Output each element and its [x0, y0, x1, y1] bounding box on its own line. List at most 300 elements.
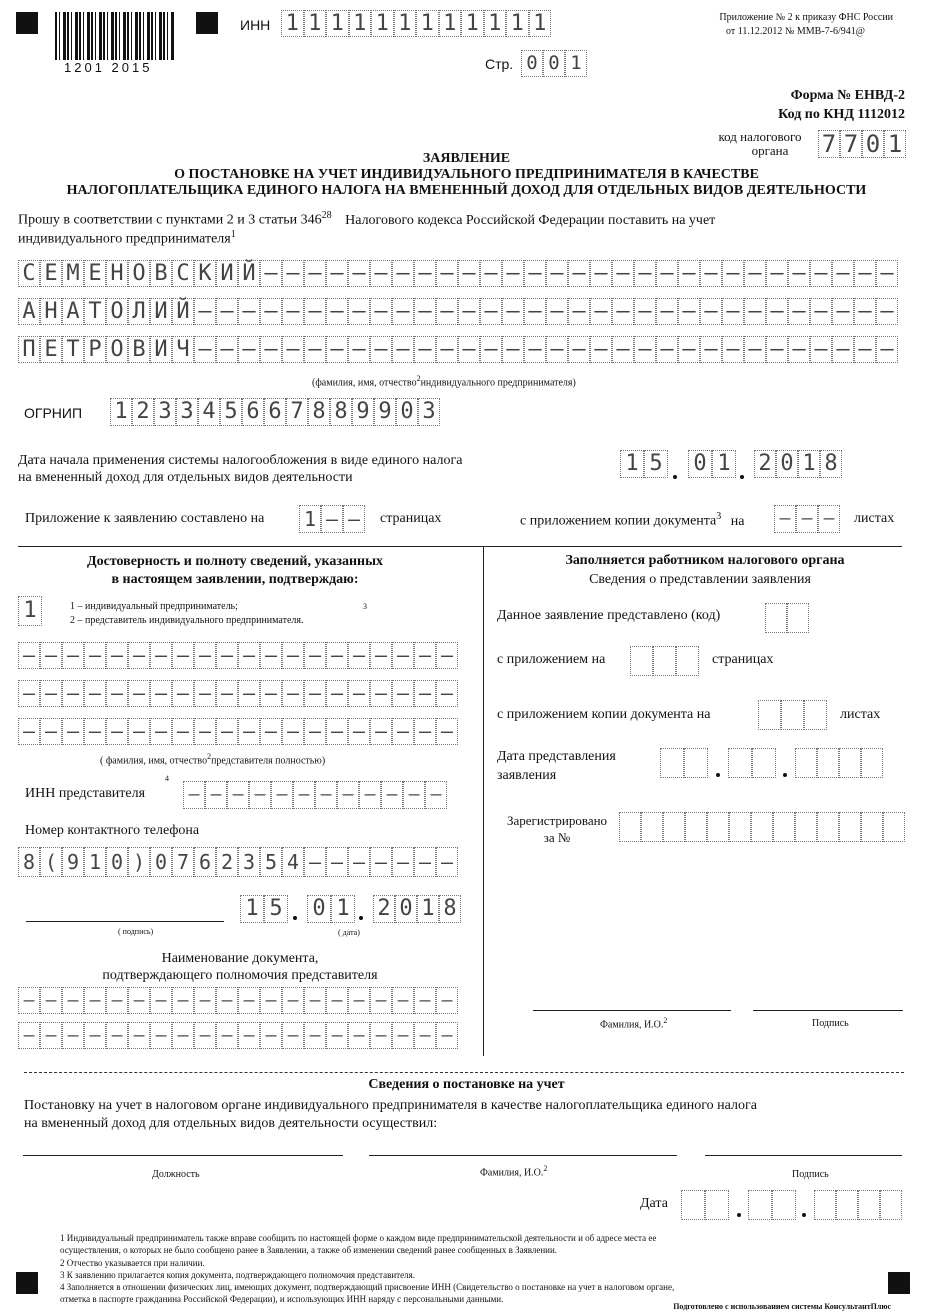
char-cell[interactable]: [728, 748, 752, 778]
char-cell[interactable]: –: [326, 642, 348, 669]
char-cell[interactable]: –: [414, 336, 436, 363]
char-cell[interactable]: С: [18, 260, 40, 287]
char-cell[interactable]: –: [84, 718, 106, 745]
char-cell[interactable]: –: [348, 718, 370, 745]
char-cell[interactable]: –: [370, 260, 392, 287]
char-cell[interactable]: –: [436, 642, 458, 669]
char-cell[interactable]: 3: [154, 398, 176, 426]
char-cell[interactable]: –: [414, 260, 436, 287]
char-cell[interactable]: [787, 603, 809, 633]
char-cell[interactable]: –: [348, 642, 370, 669]
char-cell[interactable]: –: [392, 847, 414, 877]
char-cell[interactable]: –: [854, 298, 876, 325]
char-cell[interactable]: –: [293, 781, 315, 809]
char-cell[interactable]: –: [612, 260, 634, 287]
char-cell[interactable]: 5: [220, 398, 242, 426]
char-cell[interactable]: Н: [106, 260, 128, 287]
char-cell[interactable]: –: [546, 298, 568, 325]
char-cell[interactable]: –: [326, 987, 348, 1014]
char-cell[interactable]: –: [414, 987, 436, 1014]
char-cell[interactable]: –: [238, 298, 260, 325]
char-cell[interactable]: –: [678, 260, 700, 287]
char-cell[interactable]: –: [172, 680, 194, 707]
char-cell[interactable]: [707, 812, 729, 842]
char-cell[interactable]: –: [238, 1022, 260, 1049]
char-cell[interactable]: –: [436, 260, 458, 287]
char-cell[interactable]: [883, 812, 905, 842]
char-cell[interactable]: –: [172, 642, 194, 669]
char-cell[interactable]: –: [568, 260, 590, 287]
char-cell[interactable]: 6: [242, 398, 264, 426]
char-cell[interactable]: –: [282, 987, 304, 1014]
char-cell[interactable]: –: [216, 642, 238, 669]
char-cell[interactable]: [705, 1190, 729, 1220]
char-cell[interactable]: –: [612, 298, 634, 325]
char-cell[interactable]: –: [414, 298, 436, 325]
char-cell[interactable]: –: [249, 781, 271, 809]
char-cell[interactable]: –: [326, 718, 348, 745]
char-cell[interactable]: –: [106, 718, 128, 745]
char-cell[interactable]: –: [546, 260, 568, 287]
char-cell[interactable]: –: [480, 336, 502, 363]
char-cell[interactable]: Е: [40, 336, 62, 363]
char-cell[interactable]: –: [326, 298, 348, 325]
char-cell[interactable]: –: [436, 1022, 458, 1049]
char-cell[interactable]: –: [876, 336, 898, 363]
char-cell[interactable]: –: [194, 987, 216, 1014]
char-cell[interactable]: –: [634, 298, 656, 325]
char-cell[interactable]: –: [436, 680, 458, 707]
char-cell[interactable]: –: [854, 336, 876, 363]
char-cell[interactable]: Т: [62, 336, 84, 363]
char-cell[interactable]: 2: [373, 895, 395, 923]
char-cell[interactable]: –: [40, 718, 62, 745]
char-cell[interactable]: 8: [330, 398, 352, 426]
char-cell[interactable]: 1: [331, 895, 355, 923]
char-cell[interactable]: [748, 1190, 772, 1220]
char-cell[interactable]: –: [326, 336, 348, 363]
char-cell[interactable]: –: [590, 298, 612, 325]
char-cell[interactable]: –: [106, 987, 128, 1014]
char-cell[interactable]: –: [84, 680, 106, 707]
char-cell[interactable]: –: [568, 298, 590, 325]
char-cell[interactable]: 1: [371, 10, 394, 37]
char-cell[interactable]: 0: [688, 450, 712, 478]
char-cell[interactable]: 4: [198, 398, 220, 426]
char-cell[interactable]: –: [172, 718, 194, 745]
char-cell[interactable]: [839, 748, 861, 778]
char-cell[interactable]: –: [458, 336, 480, 363]
char-cell[interactable]: Ч: [172, 336, 194, 363]
char-cell[interactable]: [684, 748, 708, 778]
char-cell[interactable]: –: [788, 298, 810, 325]
char-cell[interactable]: –: [337, 781, 359, 809]
char-cell[interactable]: 7: [172, 847, 194, 877]
char-cell[interactable]: –: [282, 1022, 304, 1049]
char-cell[interactable]: –: [304, 336, 326, 363]
char-cell[interactable]: –: [370, 642, 392, 669]
char-cell[interactable]: 1: [439, 10, 462, 37]
char-cell[interactable]: –: [744, 298, 766, 325]
char-cell[interactable]: В: [150, 260, 172, 287]
char-cell[interactable]: –: [612, 336, 634, 363]
char-cell[interactable]: –: [590, 336, 612, 363]
char-cell[interactable]: –: [326, 260, 348, 287]
char-cell[interactable]: 7: [840, 130, 862, 158]
char-cell[interactable]: –: [656, 336, 678, 363]
char-cell[interactable]: –: [260, 260, 282, 287]
char-cell[interactable]: 1: [299, 505, 321, 533]
char-cell[interactable]: [836, 1190, 858, 1220]
char-cell[interactable]: –: [634, 336, 656, 363]
char-cell[interactable]: 1: [417, 895, 439, 923]
char-cell[interactable]: [861, 812, 883, 842]
char-cell[interactable]: [772, 1190, 796, 1220]
char-cell[interactable]: 9: [374, 398, 396, 426]
char-cell[interactable]: 1: [326, 10, 349, 37]
char-cell[interactable]: Е: [84, 260, 106, 287]
char-cell[interactable]: Т: [84, 298, 106, 325]
char-cell[interactable]: –: [348, 1022, 370, 1049]
char-cell[interactable]: [685, 812, 707, 842]
char-cell[interactable]: –: [524, 298, 546, 325]
char-cell[interactable]: –: [172, 987, 194, 1014]
char-cell[interactable]: 8: [308, 398, 330, 426]
char-cell[interactable]: Й: [172, 298, 194, 325]
char-cell[interactable]: –: [194, 1022, 216, 1049]
char-cell[interactable]: А: [62, 298, 84, 325]
char-cell[interactable]: 0: [776, 450, 798, 478]
char-cell[interactable]: –: [304, 642, 326, 669]
char-cell[interactable]: –: [128, 680, 150, 707]
char-cell[interactable]: –: [425, 781, 447, 809]
char-cell[interactable]: –: [480, 260, 502, 287]
char-cell[interactable]: О: [128, 260, 150, 287]
char-cell[interactable]: 1: [565, 50, 587, 77]
char-cell[interactable]: –: [260, 336, 282, 363]
char-cell[interactable]: –: [656, 298, 678, 325]
char-cell[interactable]: –: [260, 298, 282, 325]
char-cell[interactable]: –: [414, 680, 436, 707]
char-cell[interactable]: –: [304, 298, 326, 325]
char-cell[interactable]: [663, 812, 685, 842]
char-cell[interactable]: 0: [150, 847, 172, 877]
char-cell[interactable]: [681, 1190, 705, 1220]
char-cell[interactable]: –: [326, 680, 348, 707]
char-cell[interactable]: –: [18, 680, 40, 707]
char-cell[interactable]: 8: [18, 847, 40, 877]
char-cell[interactable]: –: [62, 680, 84, 707]
char-cell[interactable]: 1: [620, 450, 644, 478]
char-cell[interactable]: –: [282, 336, 304, 363]
char-cell[interactable]: 0: [396, 398, 418, 426]
char-cell[interactable]: –: [348, 680, 370, 707]
char-cell[interactable]: 1: [394, 10, 417, 37]
char-cell[interactable]: –: [348, 847, 370, 877]
char-cell[interactable]: 7: [286, 398, 308, 426]
char-cell[interactable]: –: [106, 1022, 128, 1049]
char-cell[interactable]: –: [18, 1022, 40, 1049]
char-cell[interactable]: –: [810, 336, 832, 363]
char-cell[interactable]: –: [722, 260, 744, 287]
char-cell[interactable]: –: [216, 298, 238, 325]
char-cell[interactable]: –: [370, 336, 392, 363]
char-cell[interactable]: –: [392, 1022, 414, 1049]
char-cell[interactable]: –: [150, 987, 172, 1014]
char-cell[interactable]: –: [128, 718, 150, 745]
char-cell[interactable]: 2: [754, 450, 776, 478]
char-cell[interactable]: 0: [395, 895, 417, 923]
char-cell[interactable]: [814, 1190, 836, 1220]
char-cell[interactable]: –: [370, 680, 392, 707]
char-cell[interactable]: –: [810, 298, 832, 325]
char-cell[interactable]: –: [40, 642, 62, 669]
char-cell[interactable]: –: [502, 298, 524, 325]
char-cell[interactable]: [795, 812, 817, 842]
char-cell[interactable]: –: [326, 847, 348, 877]
char-cell[interactable]: –: [18, 642, 40, 669]
char-cell[interactable]: –: [194, 680, 216, 707]
char-cell[interactable]: 1: [304, 10, 327, 37]
char-cell[interactable]: –: [700, 260, 722, 287]
char-cell[interactable]: –: [194, 336, 216, 363]
char-cell[interactable]: –: [458, 260, 480, 287]
char-cell[interactable]: –: [172, 1022, 194, 1049]
char-cell[interactable]: –: [238, 336, 260, 363]
char-cell[interactable]: [781, 700, 804, 730]
char-cell[interactable]: –: [480, 298, 502, 325]
char-cell[interactable]: –: [414, 718, 436, 745]
char-cell[interactable]: –: [876, 260, 898, 287]
char-cell[interactable]: Л: [128, 298, 150, 325]
char-cell[interactable]: 1: [18, 596, 42, 626]
char-cell[interactable]: 4: [282, 847, 304, 877]
char-cell[interactable]: [765, 603, 787, 633]
char-cell[interactable]: –: [568, 336, 590, 363]
char-cell[interactable]: 6: [264, 398, 286, 426]
char-cell[interactable]: –: [403, 781, 425, 809]
char-cell[interactable]: 1: [281, 10, 304, 37]
char-cell[interactable]: –: [260, 642, 282, 669]
char-cell[interactable]: –: [348, 336, 370, 363]
char-cell[interactable]: –: [315, 781, 337, 809]
char-cell[interactable]: –: [150, 718, 172, 745]
char-cell[interactable]: ): [128, 847, 150, 877]
char-cell[interactable]: 5: [260, 847, 282, 877]
char-cell[interactable]: –: [216, 336, 238, 363]
char-cell[interactable]: –: [348, 298, 370, 325]
char-cell[interactable]: –: [216, 1022, 238, 1049]
char-cell[interactable]: –: [392, 260, 414, 287]
char-cell[interactable]: –: [392, 298, 414, 325]
char-cell[interactable]: [880, 1190, 902, 1220]
char-cell[interactable]: 0: [106, 847, 128, 877]
char-cell[interactable]: 1: [416, 10, 439, 37]
char-cell[interactable]: (: [40, 847, 62, 877]
char-cell[interactable]: –: [722, 298, 744, 325]
char-cell[interactable]: –: [876, 298, 898, 325]
char-cell[interactable]: –: [282, 642, 304, 669]
char-cell[interactable]: –: [150, 680, 172, 707]
char-cell[interactable]: [773, 812, 795, 842]
char-cell[interactable]: –: [18, 718, 40, 745]
char-cell[interactable]: 1: [84, 847, 106, 877]
char-cell[interactable]: –: [84, 1022, 106, 1049]
char-cell[interactable]: –: [766, 260, 788, 287]
char-cell[interactable]: –: [194, 642, 216, 669]
char-cell[interactable]: –: [238, 987, 260, 1014]
char-cell[interactable]: К: [194, 260, 216, 287]
char-cell[interactable]: –: [216, 718, 238, 745]
char-cell[interactable]: –: [766, 298, 788, 325]
char-cell[interactable]: 5: [264, 895, 288, 923]
char-cell[interactable]: –: [370, 1022, 392, 1049]
char-cell[interactable]: –: [128, 1022, 150, 1049]
char-cell[interactable]: 1: [712, 450, 736, 478]
char-cell[interactable]: –: [359, 781, 381, 809]
char-cell[interactable]: –: [271, 781, 293, 809]
char-cell[interactable]: –: [227, 781, 249, 809]
char-cell[interactable]: –: [436, 987, 458, 1014]
char-cell[interactable]: –: [260, 1022, 282, 1049]
char-cell[interactable]: [653, 646, 676, 676]
char-cell[interactable]: П: [18, 336, 40, 363]
char-cell[interactable]: –: [40, 680, 62, 707]
char-cell[interactable]: –: [282, 298, 304, 325]
char-cell[interactable]: 0: [543, 50, 565, 77]
char-cell[interactable]: 0: [307, 895, 331, 923]
char-cell[interactable]: –: [700, 298, 722, 325]
char-cell[interactable]: 1: [506, 10, 529, 37]
char-cell[interactable]: И: [150, 298, 172, 325]
char-cell[interactable]: [619, 812, 641, 842]
char-cell[interactable]: –: [414, 642, 436, 669]
char-cell[interactable]: –: [524, 336, 546, 363]
char-cell[interactable]: –: [392, 680, 414, 707]
char-cell[interactable]: –: [304, 260, 326, 287]
char-cell[interactable]: –: [722, 336, 744, 363]
char-cell[interactable]: –: [40, 987, 62, 1014]
char-cell[interactable]: –: [818, 505, 840, 533]
char-cell[interactable]: –: [62, 987, 84, 1014]
char-cell[interactable]: –: [106, 642, 128, 669]
char-cell[interactable]: –: [436, 718, 458, 745]
char-cell[interactable]: –: [282, 260, 304, 287]
char-cell[interactable]: –: [370, 987, 392, 1014]
char-cell[interactable]: –: [810, 260, 832, 287]
char-cell[interactable]: –: [326, 1022, 348, 1049]
char-cell[interactable]: [729, 812, 751, 842]
char-cell[interactable]: –: [502, 336, 524, 363]
char-cell[interactable]: –: [656, 260, 678, 287]
char-cell[interactable]: Й: [238, 260, 260, 287]
char-cell[interactable]: В: [128, 336, 150, 363]
char-cell[interactable]: –: [238, 642, 260, 669]
char-cell[interactable]: 3: [176, 398, 198, 426]
char-cell[interactable]: О: [106, 298, 128, 325]
char-cell[interactable]: А: [18, 298, 40, 325]
char-cell[interactable]: –: [62, 642, 84, 669]
char-cell[interactable]: –: [392, 336, 414, 363]
char-cell[interactable]: –: [370, 847, 392, 877]
char-cell[interactable]: –: [62, 1022, 84, 1049]
char-cell[interactable]: О: [106, 336, 128, 363]
char-cell[interactable]: –: [304, 680, 326, 707]
char-cell[interactable]: –: [183, 781, 205, 809]
char-cell[interactable]: 1: [110, 398, 132, 426]
char-cell[interactable]: –: [502, 260, 524, 287]
char-cell[interactable]: –: [260, 718, 282, 745]
char-cell[interactable]: –: [62, 718, 84, 745]
char-cell[interactable]: [641, 812, 663, 842]
char-cell[interactable]: –: [634, 260, 656, 287]
char-cell[interactable]: Е: [40, 260, 62, 287]
char-cell[interactable]: 1: [240, 895, 264, 923]
char-cell[interactable]: –: [744, 336, 766, 363]
char-cell[interactable]: –: [205, 781, 227, 809]
char-cell[interactable]: –: [40, 1022, 62, 1049]
char-cell[interactable]: –: [590, 260, 612, 287]
char-cell[interactable]: –: [414, 1022, 436, 1049]
char-cell[interactable]: С: [172, 260, 194, 287]
char-cell[interactable]: 1: [884, 130, 906, 158]
char-cell[interactable]: И: [150, 336, 172, 363]
char-cell[interactable]: –: [304, 718, 326, 745]
char-cell[interactable]: 3: [418, 398, 440, 426]
char-cell[interactable]: 9: [62, 847, 84, 877]
char-cell[interactable]: –: [194, 298, 216, 325]
char-cell[interactable]: [817, 812, 839, 842]
char-cell[interactable]: 1: [484, 10, 507, 37]
char-cell[interactable]: –: [436, 336, 458, 363]
char-cell[interactable]: –: [321, 505, 343, 533]
char-cell[interactable]: 0: [521, 50, 543, 77]
char-cell[interactable]: 0: [862, 130, 884, 158]
char-cell[interactable]: 8: [439, 895, 461, 923]
char-cell[interactable]: [858, 1190, 880, 1220]
char-cell[interactable]: –: [832, 298, 854, 325]
char-cell[interactable]: –: [436, 847, 458, 877]
char-cell[interactable]: –: [854, 260, 876, 287]
char-cell[interactable]: –: [832, 336, 854, 363]
char-cell[interactable]: –: [392, 987, 414, 1014]
char-cell[interactable]: –: [414, 847, 436, 877]
char-cell[interactable]: –: [260, 680, 282, 707]
char-cell[interactable]: [817, 748, 839, 778]
char-cell[interactable]: –: [744, 260, 766, 287]
char-cell[interactable]: 3: [238, 847, 260, 877]
char-cell[interactable]: –: [282, 718, 304, 745]
char-cell[interactable]: [795, 748, 817, 778]
char-cell[interactable]: [676, 646, 699, 676]
char-cell[interactable]: И: [216, 260, 238, 287]
char-cell[interactable]: –: [260, 987, 282, 1014]
char-cell[interactable]: 1: [461, 10, 484, 37]
char-cell[interactable]: –: [381, 781, 403, 809]
char-cell[interactable]: –: [238, 718, 260, 745]
char-cell[interactable]: 6: [194, 847, 216, 877]
char-cell[interactable]: –: [343, 505, 365, 533]
char-cell[interactable]: 2: [132, 398, 154, 426]
char-cell[interactable]: –: [106, 680, 128, 707]
char-cell[interactable]: [804, 700, 827, 730]
char-cell[interactable]: –: [678, 336, 700, 363]
char-cell[interactable]: Р: [84, 336, 106, 363]
char-cell[interactable]: Н: [40, 298, 62, 325]
char-cell[interactable]: 1: [798, 450, 820, 478]
char-cell[interactable]: –: [150, 642, 172, 669]
char-cell[interactable]: [660, 748, 684, 778]
